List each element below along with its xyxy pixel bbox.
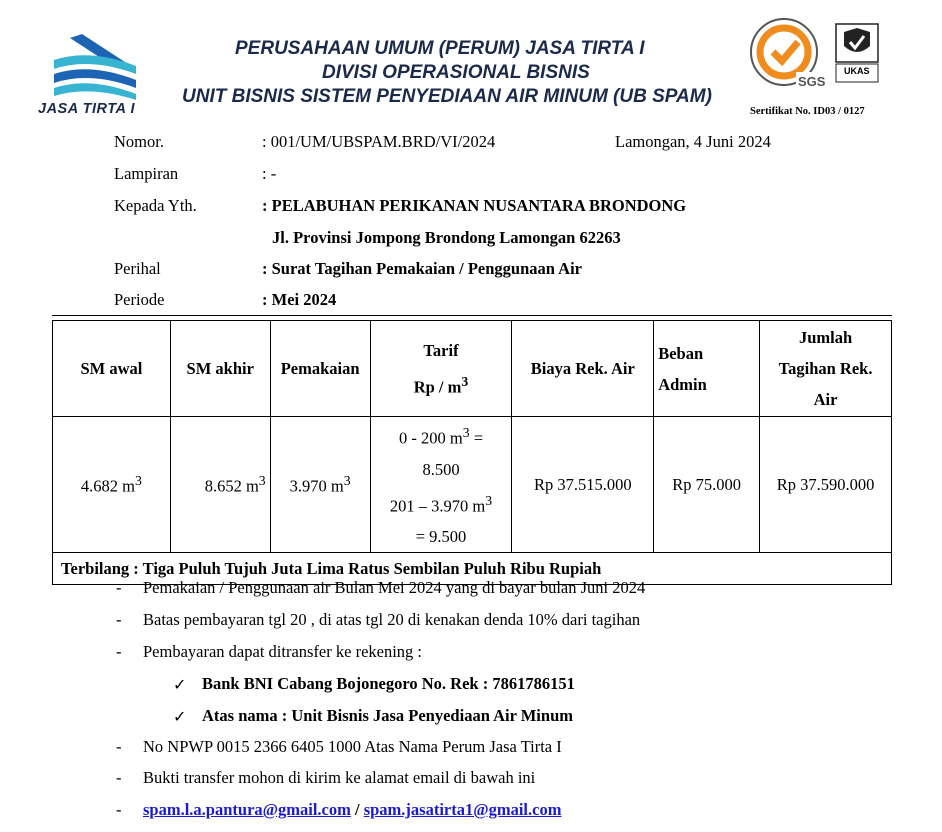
header-sm-awal: SM awal [53, 321, 171, 417]
kepada-label: Kepada Yth. [114, 196, 197, 215]
header-sm-akhir: SM akhir [170, 321, 270, 417]
header-tarif [370, 321, 512, 417]
unit-sup: 3 [485, 492, 493, 508]
periode-label: Periode [114, 290, 165, 309]
cell-tarif [370, 417, 512, 553]
nomor-value: : 001/UM/UBSPAM.BRD/VI/2024 [262, 132, 496, 151]
cell-pemakaian [270, 417, 370, 553]
bank-account: Bank BNI Cabang Bojonegoro No. Rek : 7861786151 [202, 674, 575, 693]
header-beban-line2: Admin [658, 374, 707, 394]
table-header-row [53, 321, 892, 417]
header-tarif-line2: Rp / m [413, 377, 462, 397]
note-npwp: No NPWP 0015 2366 6405 1000 Atas Nama Perum Jasa Tirta I [143, 737, 562, 756]
header-jumlah [760, 321, 892, 417]
bullet-dash: - [116, 800, 122, 819]
perihal-label: Perihal [114, 259, 161, 278]
header-jumlah-line2: Tagihan Rek. [778, 359, 873, 378]
cell-beban: Rp 75.000 [654, 417, 760, 553]
bill-table [52, 320, 892, 585]
terbilang-text: Terbilang : Tiga Puluh Tujuh Juta Lima Ratus Sembilan Puluh Ribu Rupiah [53, 553, 892, 585]
header-unit: UNIT BISNIS SISTEM PENYEDIAAN AIR MINUM (UB SPAM) [182, 86, 712, 107]
sm-akhir-value: 8.652 m [204, 476, 259, 496]
sm-awal-value: 4.682 m [80, 476, 136, 496]
sgs-label: SGS [798, 74, 826, 89]
account-holder: Atas nama : Unit Bisnis Jasa Penyediaan Air Minum [202, 706, 573, 725]
bullet-dash: - [116, 768, 122, 787]
periode-value: : Mei 2024 [262, 290, 337, 309]
lampiran-label: Lampiran [114, 164, 179, 183]
logo-text: JASA TIRTA I [38, 101, 136, 117]
table-top-rule [52, 315, 892, 316]
header-tarif-line1: Tarif [423, 340, 459, 360]
bullet-dash: - [116, 737, 122, 756]
unit-sup: 3 [462, 425, 470, 440]
header-beban-line1: Beban [658, 343, 704, 363]
bullet-dash: - [116, 610, 122, 629]
unit-sup: 3 [258, 472, 266, 488]
note-transfer: Pembayaran dapat ditransfer ke rekening : [143, 642, 423, 661]
unit-sup: 3 [135, 472, 142, 488]
table-row [53, 417, 892, 553]
header-beban [654, 321, 760, 417]
unit-sup: 3 [461, 373, 469, 389]
recipient-name: : PELABUHAN PERIKANAN NUSANTARA BRONDONG [262, 196, 687, 215]
tarif-price-2: = 9.500 [415, 527, 467, 546]
note-payment-deadline: Batas pembayaran tgl 20 , di atas tgl 20 di kenakan denda 10% dari tagihan [143, 610, 641, 629]
header-jumlah-line3: Air [813, 390, 838, 409]
note-proof-email: Bukti transfer mohon di kirim ke alamat email di bawah ini [143, 768, 536, 787]
email-link-jasatirta[interactable]: spam.jasatirta1@gmail.com [363, 800, 562, 819]
tarif-range-2: 201 – 3.970 m [389, 496, 486, 515]
place-date: Lamongan, 4 Juni 2024 [615, 132, 771, 151]
pemakaian-value: 3.970 m [289, 476, 344, 496]
unit-sup: 3 [343, 472, 351, 488]
email-link-pantura[interactable]: spam.l.a.pantura@gmail.com [143, 800, 351, 819]
tarif-range-1: 0 - 200 m [398, 428, 463, 448]
tarif-equals-1: = [469, 428, 484, 448]
bullet-dash: - [116, 642, 122, 661]
recipient-address: Jl. Provinsi Jompong Brondong Lamongan 62263 [272, 228, 621, 247]
cell-jumlah: Rp 37.590.000 [760, 417, 892, 553]
header-biaya: Biaya Rek. Air [512, 321, 654, 417]
nomor-label: Nomor. [114, 132, 164, 151]
header-jumlah-line1: Jumlah [798, 328, 853, 347]
lampiran-value: : - [262, 164, 277, 183]
iso-certification-badge [748, 14, 826, 92]
header-division: DIVISI OPERASIONAL BISNIS [322, 62, 590, 83]
note-usage-period: Pemakaian / Penggunaan air Bulan Mei 2024 yang di bayar bulan Juni 2024 [143, 578, 646, 597]
ukas-label: UKAS [844, 66, 870, 76]
cell-biaya: Rp 37.515.000 [512, 417, 654, 553]
cell-sm-akhir [170, 417, 270, 553]
header-pemakaian: Pemakaian [270, 321, 370, 417]
bullet-dash: - [116, 578, 122, 597]
email-line [143, 800, 561, 820]
email-separator: / [350, 800, 364, 819]
check-icon: ✓ [173, 675, 187, 694]
perihal-value: : Surat Tagihan Pemakaian / Penggunaan Air [262, 259, 582, 278]
tarif-price-1: 8.500 [422, 459, 460, 479]
certificate-number: Sertifikat No. ID03 / 0127 [750, 106, 865, 117]
check-icon: ✓ [173, 707, 187, 726]
ukas-quality-mark [834, 22, 880, 84]
cell-sm-awal [53, 417, 171, 553]
header-company: PERUSAHAAN UMUM (PERUM) JASA TIRTA I [235, 38, 645, 59]
